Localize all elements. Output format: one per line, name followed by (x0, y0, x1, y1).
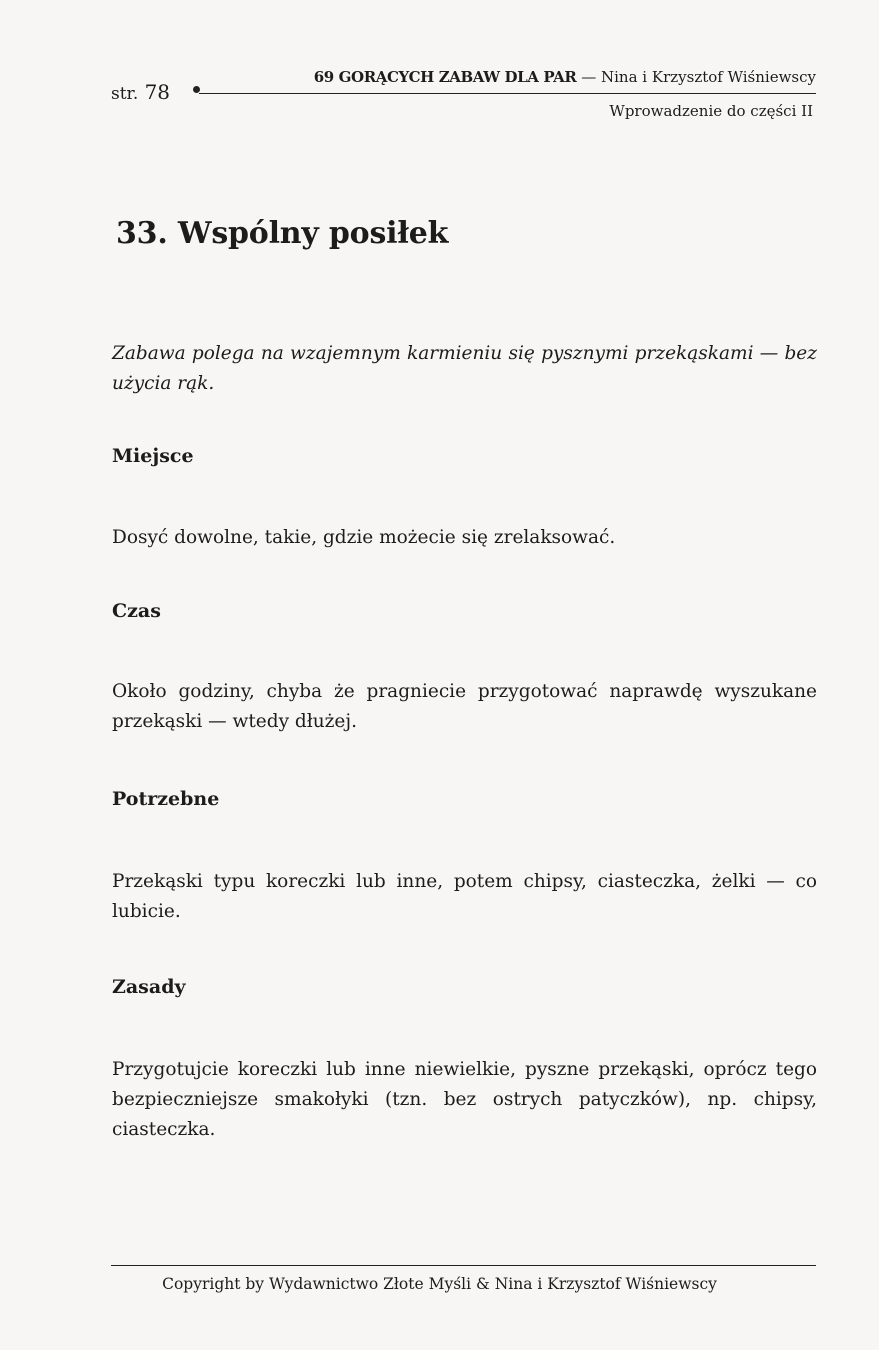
book-authors: — Nina i Krzysztof Wiśniewscy (576, 68, 816, 86)
intro-text: Zabawa polega na wzajemnym karmieniu się pysznymi przekąskami — bez użycia rąk. (112, 343, 817, 394)
header-rule (199, 93, 816, 94)
heading-czas: Czas (112, 600, 161, 622)
footer-copyright: Copyright by Wydawnictwo Złote Myśli & Nina i Krzysztof Wiśniewscy (162, 1275, 717, 1293)
text-miejsce: Dosyć dowolne, takie, gdzie możecie się zrelaksować. (112, 527, 616, 548)
section-name: Wprowadzenie do części II (609, 102, 813, 120)
chapter-title: 33. Wspólny posiłek (116, 216, 449, 251)
page-number-value: 78 (144, 80, 171, 104)
text-potrzebne: Przekąski typu koreczki lub inne, potem chipsy, ciasteczka, żelki — co lubicie. (112, 871, 817, 922)
footer-rule (111, 1265, 816, 1266)
running-header (0, 68, 816, 86)
heading-zasady: Zasady (112, 976, 186, 998)
heading-potrzebne: Potrzebne (112, 788, 220, 810)
page-number-label: str. (111, 84, 139, 104)
text-czas: Około godziny, chyba że pragniecie przygotować naprawdę wyszukane przekąski — wtedy dłużej. (112, 681, 817, 732)
bullet-dot (193, 86, 200, 93)
heading-miejsce: Miejsce (112, 445, 194, 467)
book-title: 69 GORĄCYCH ZABAW DLA PAR (313, 68, 577, 86)
text-zasady: Przygotujcie koreczki lub inne niewielkie, pyszne przekąski, oprócz tego bezpieczniejsze smakołyki (tzn. bez ostrych patyczków), np. chipsy, ciasteczka. (112, 1059, 817, 1140)
